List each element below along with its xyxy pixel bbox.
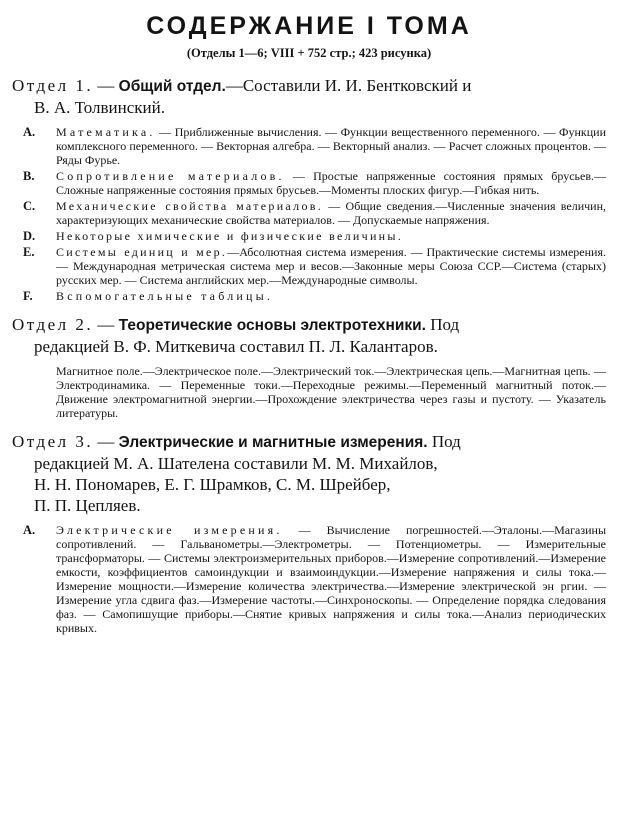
subsection-item — [12, 523, 606, 635]
section-authors-cont: В. А. Толвинский. — [34, 98, 165, 117]
subsection-letter: E. — [23, 245, 35, 259]
section-name: Теоретические основы электротехники. — [118, 317, 426, 334]
subsection-list — [12, 523, 606, 635]
section-heading — [12, 431, 606, 516]
subsection-item — [12, 245, 606, 287]
contents-page — [0, 10, 620, 838]
section-1 — [12, 75, 606, 303]
section-authors-cont: редакцией В. Ф. Миткевича составил П. Л. Калантаров. — [34, 337, 438, 356]
subsection-item — [12, 229, 606, 243]
section-name: Электрические и магнитные измерения. — [118, 434, 428, 451]
section-authors: Под — [427, 432, 461, 451]
subsection-text: — Простые напряженные состояния прямых брусьев.—Сложные напряженные состояния прямых брусьев.—Моменты плоских фигур.—Гибкая нить. — [56, 169, 606, 197]
subsection-name: Вспомогательные таблицы. — [56, 289, 274, 303]
subsection-text: — Вычисление погрешностей.—Эталоны.—Магазины сопротивлений. — Гальванометры.—Электрометры. — Потенциометры. — Измерительные трансформаторы. — Системы электроизмерительных приборов.—Измерение сопротивлений.—Измерение емкости, коэффициентов самоиндукции и взаимоиндукции.—Измерение напряжения и силы тока.—Измерение мощности.—Измерение количества электричества.—Измерение электрической эн ргии. — Измерение угла сдвига фаз.—Измерение частоты.—Синхроноскопы. — Определение порядка следования фаз. — Самопишущие приборы.—Снятие кривых напряжения и силы тока.—Анализ периодических кривых. — [56, 523, 607, 635]
subsection-name: Сопротивление материалов. — [56, 169, 285, 183]
page-subtitle: (Отделы 1—6; VIII + 752 стр.; 423 рисунка) — [186, 46, 432, 60]
section-3 — [12, 431, 606, 635]
section-paragraph: Магнитное поле.—Электрическое поле.—Электрический ток.—Электрическая цепь.—Магнитная цепь. — Электродинамика. — Переменные токи.—Переходные режимы.—Переменный магнитный поток.—Движение электромагнитной энергии.—Прохождение электричества через газы и пустоту. — Указатель литературы. — [56, 364, 606, 420]
subsection-text: —Абсолютная система измерения. — Практические системы измерения. — Международная метрическая система мер и весов.—Законные меры Союза ССР.—Система (старых) русских мер. — Система английских мер.—Международные символы. — [56, 245, 606, 287]
section-authors: —Составили И. И. Бентковский и — [225, 76, 472, 95]
section-label: Отдел 1. — [12, 76, 94, 95]
subsection-name: Электрические измерения. — [56, 523, 283, 537]
section-authors-cont: П. П. Цепляев. — [34, 496, 141, 515]
subsection-letter: A. — [23, 523, 36, 537]
subsection-text: — Общие сведения.—Численные значения величин, характеризующих механические свойства материалов. — Допускаемые напряжения. — [56, 199, 606, 227]
subsection-letter: D. — [23, 229, 36, 243]
section-authors-cont: редакцией М. А. Шателена составили М. М. Михайлов, — [34, 454, 438, 473]
section-2 — [12, 314, 606, 420]
section-authors: Под — [425, 315, 460, 334]
subsection-name: Механические свойства материалов. — [56, 199, 324, 213]
subsection-name: Некоторые химические и физические величины. — [56, 229, 404, 243]
subsection-name: Математика. — [56, 125, 156, 139]
subsection-letter: C. — [23, 199, 36, 213]
section-dash: — — [93, 76, 119, 95]
page-title: СОДЕРЖАНИЕ I ТОМА — [146, 12, 472, 40]
subsection-letter: A. — [23, 125, 36, 139]
subsection-item — [12, 289, 606, 303]
subsection-name: Системы единиц и мер. — [56, 245, 228, 259]
subsection-item — [12, 169, 606, 197]
subsection-list — [12, 125, 606, 303]
section-authors-cont: Н. Н. Пономарев, Е. Г. Шрамков, С. М. Шрейбер, — [34, 475, 391, 494]
section-heading — [12, 75, 606, 118]
section-heading — [12, 314, 606, 357]
subsection-item — [12, 199, 606, 227]
subsection-letter: B. — [23, 169, 35, 183]
subsection-letter: F. — [23, 289, 33, 303]
section-label: Отдел 2. — [12, 315, 94, 334]
section-dash: — — [93, 315, 119, 334]
subsection-item — [12, 125, 606, 167]
section-name: Общий отдел. — [118, 78, 226, 95]
section-dash: — — [93, 432, 119, 451]
subsection-text: — Приближенные вычисления. — Функции вещественного переменного. — Функции комплексного переменного. — Векторная алгебра. — Векторный анализ. — Расчет сложных процентов. — Ряды Фурье. — [56, 125, 606, 167]
section-label: Отдел 3. — [12, 432, 94, 451]
